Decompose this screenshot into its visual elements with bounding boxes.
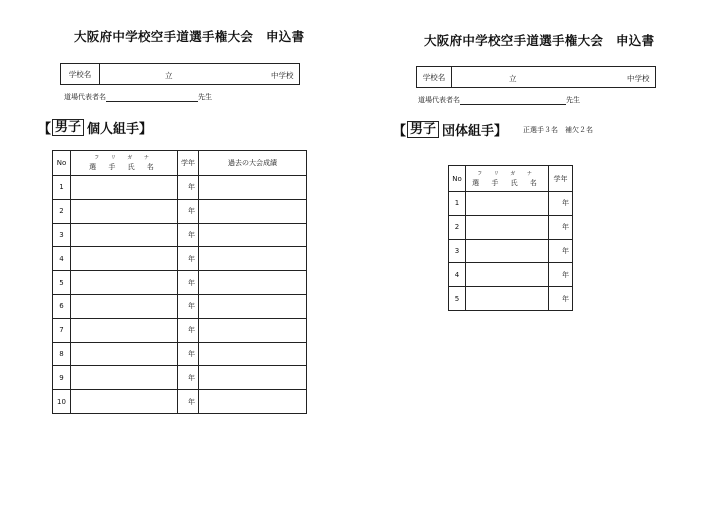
grade-cell[interactable]: 年 [178, 271, 199, 295]
col-athlete-name: フ リ ガ ナ 選 手 氏 名 [466, 166, 549, 192]
table-row [53, 294, 307, 318]
past-results-cell[interactable] [199, 366, 307, 390]
past-results-cell[interactable] [199, 223, 307, 247]
individual-entry-table [52, 150, 307, 414]
athlete-name-cell[interactable] [71, 390, 178, 414]
right-representative-field[interactable] [418, 95, 580, 105]
right-form-title: 大阪府中学校空手道選手権大会 申込書 [424, 33, 655, 48]
table-row [53, 271, 307, 295]
athlete-name-cell[interactable] [466, 215, 549, 239]
table-row [53, 176, 307, 200]
col-past-results: 過去の大会成績 [199, 151, 307, 176]
row-number: 3 [449, 239, 466, 263]
row-number: 4 [449, 263, 466, 287]
left-representative-field[interactable] [64, 92, 212, 102]
right-school-name-field[interactable] [416, 66, 656, 88]
school-suffix: 中学校 [271, 71, 294, 80]
past-results-cell[interactable] [199, 176, 307, 200]
grade-cell[interactable]: 年 [549, 239, 573, 263]
table-row [53, 318, 307, 342]
table-row [53, 342, 307, 366]
col-no: No [53, 151, 71, 176]
col-no: No [449, 166, 466, 192]
grade-cell[interactable]: 年 [178, 199, 199, 223]
school-name-label: 学校名 [417, 67, 452, 87]
grade-cell[interactable]: 年 [178, 176, 199, 200]
grade-cell[interactable]: 年 [178, 247, 199, 271]
past-results-cell[interactable] [199, 318, 307, 342]
table-row [449, 263, 573, 287]
grade-cell[interactable]: 年 [549, 192, 573, 216]
row-number: 3 [53, 223, 71, 247]
past-results-cell[interactable] [199, 390, 307, 414]
athlete-name-cell[interactable] [71, 176, 178, 200]
grade-cell[interactable]: 年 [549, 263, 573, 287]
athlete-name-cell[interactable] [466, 192, 549, 216]
team-kumite-heading: 【 男子 団体組手】 正選手３名 補欠２名 [393, 122, 594, 139]
gender-box: 男子 [407, 121, 439, 138]
left-form-title: 大阪府中学校空手道選手権大会 申込書 [74, 29, 305, 44]
athlete-name-cell[interactable] [71, 199, 178, 223]
athlete-name-cell[interactable] [466, 263, 549, 287]
school-suffix: 中学校 [627, 74, 650, 83]
representative-suffix: 先生 [566, 96, 580, 104]
grade-cell[interactable]: 年 [549, 287, 573, 311]
school-type-mark: 立 [509, 74, 517, 83]
athlete-name-cell[interactable] [466, 239, 549, 263]
row-number: 5 [449, 287, 466, 311]
row-number: 10 [53, 390, 71, 414]
grade-cell[interactable]: 年 [178, 366, 199, 390]
athlete-name-cell[interactable] [71, 247, 178, 271]
individual-kumite-heading: 【 男子 個人組手】 [38, 120, 153, 137]
school-type-mark: 立 [165, 71, 173, 80]
row-number: 1 [53, 176, 71, 200]
event-name: 個人組手】 [87, 122, 153, 137]
past-results-cell[interactable] [199, 342, 307, 366]
athlete-name-cell[interactable] [71, 294, 178, 318]
row-number: 6 [53, 294, 71, 318]
row-number: 1 [449, 192, 466, 216]
table-row [53, 223, 307, 247]
representative-label: 道場代表者名 [64, 93, 106, 101]
athlete-name-cell[interactable] [71, 223, 178, 247]
table-row [53, 366, 307, 390]
representative-suffix: 先生 [198, 93, 212, 101]
row-number: 2 [53, 199, 71, 223]
table-row [449, 215, 573, 239]
table-row [449, 192, 573, 216]
col-grade: 学年 [178, 151, 199, 176]
grade-cell[interactable]: 年 [178, 390, 199, 414]
school-name-label: 学校名 [61, 64, 100, 84]
grade-cell[interactable]: 年 [178, 294, 199, 318]
table-row [449, 287, 573, 311]
past-results-cell[interactable] [199, 294, 307, 318]
team-entry-table [448, 165, 573, 311]
grade-cell[interactable]: 年 [178, 318, 199, 342]
row-number: 2 [449, 215, 466, 239]
grade-cell[interactable]: 年 [178, 342, 199, 366]
col-grade: 学年 [549, 166, 573, 192]
table-row [53, 247, 307, 271]
row-number: 5 [53, 271, 71, 295]
table-row [53, 390, 307, 414]
row-number: 8 [53, 342, 71, 366]
row-number: 4 [53, 247, 71, 271]
athlete-name-cell[interactable] [466, 287, 549, 311]
grade-cell[interactable]: 年 [178, 223, 199, 247]
gender-box: 男子 [52, 119, 84, 136]
athlete-name-cell[interactable] [71, 271, 178, 295]
past-results-cell[interactable] [199, 247, 307, 271]
table-row [449, 239, 573, 263]
row-number: 9 [53, 366, 71, 390]
past-results-cell[interactable] [199, 199, 307, 223]
event-name: 団体組手】 [442, 124, 508, 139]
col-athlete-name: フ リ ガ ナ 選 手 氏 名 [71, 151, 178, 176]
athlete-name-cell[interactable] [71, 366, 178, 390]
athlete-name-cell[interactable] [71, 318, 178, 342]
past-results-cell[interactable] [199, 271, 307, 295]
grade-cell[interactable]: 年 [549, 215, 573, 239]
table-row [53, 199, 307, 223]
representative-label: 道場代表者名 [418, 96, 460, 104]
row-number: 7 [53, 318, 71, 342]
left-school-name-field[interactable] [60, 63, 300, 85]
team-composition-note: 正選手３名 補欠２名 [523, 125, 594, 134]
athlete-name-cell[interactable] [71, 342, 178, 366]
